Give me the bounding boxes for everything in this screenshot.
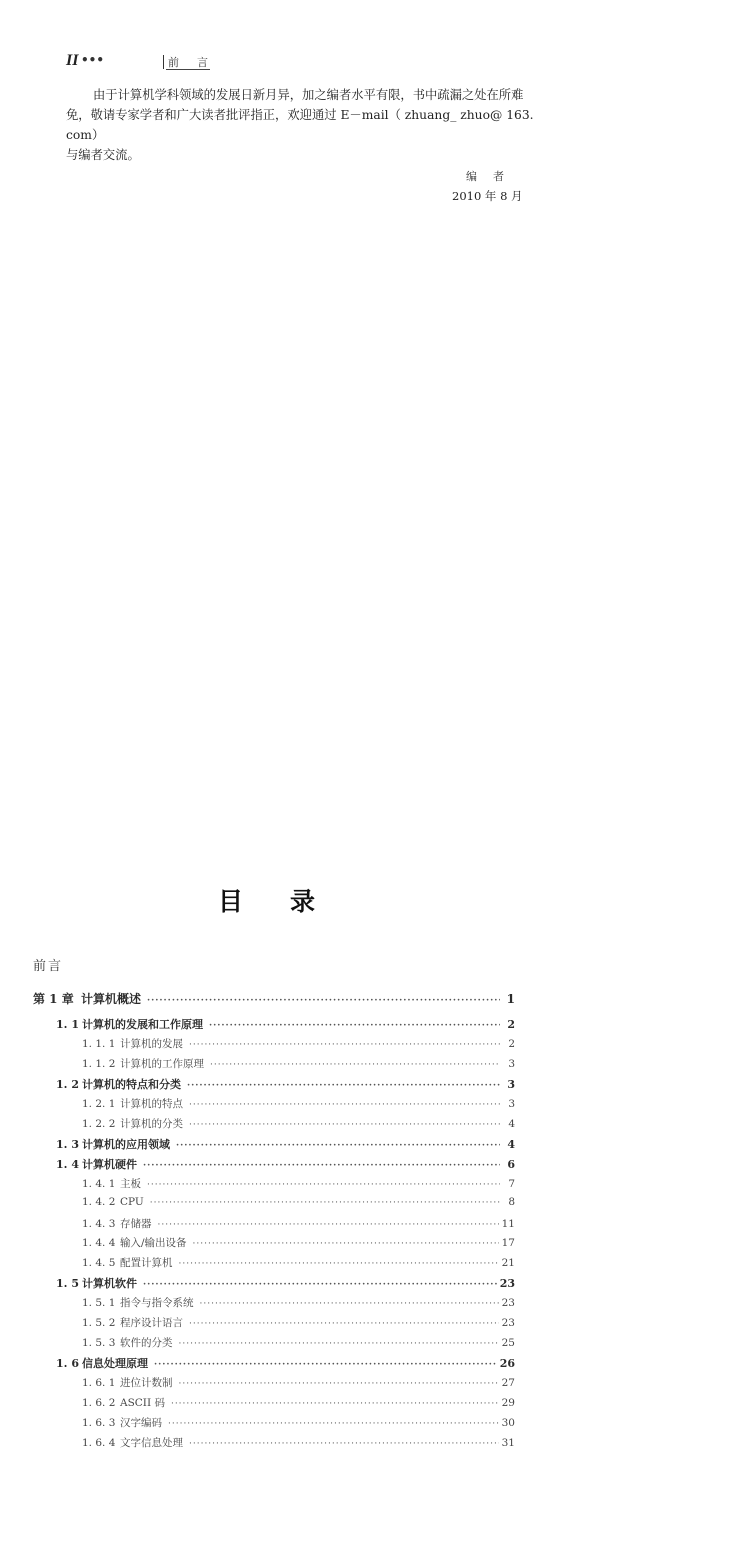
toc-page-number: 4 [508, 1118, 515, 1130]
toc-leader-dots [189, 1120, 500, 1130]
toc-entry-title: 软件的分类 [120, 1337, 173, 1349]
toc-subsection-entry[interactable] [82, 1096, 515, 1112]
toc-entry-number: 1. 2 [56, 1078, 79, 1091]
toc-section-entry[interactable] [56, 1076, 515, 1092]
toc-page-number: 23 [501, 1317, 515, 1329]
toc-entry-title: 主板 [120, 1178, 141, 1190]
toc-subsection-entry[interactable] [82, 1176, 515, 1192]
toc-page-number: 6 [507, 1158, 515, 1171]
toc-page-number: 3 [508, 1098, 515, 1110]
toc-leader-dots [154, 1360, 497, 1370]
toc-entry-number: 1. 6. 1 [82, 1377, 116, 1389]
toc-page-number: 23 [499, 1277, 515, 1290]
toc-entry-title: 计算机的发展和工作原理 [82, 1018, 203, 1031]
header-section-title: 前言 [168, 56, 226, 69]
toc-subsection-entry[interactable] [82, 1116, 515, 1132]
toc-entry-number: 1. 4. 3 [82, 1218, 116, 1230]
toc-entry-number: 1. 5. 1 [82, 1297, 116, 1309]
toc-page-number: 3 [507, 1078, 515, 1091]
toc-subsection-entry[interactable] [82, 1415, 515, 1431]
toc-page-number: 11 [501, 1218, 515, 1230]
toc-entry-number: 1. 4 [56, 1158, 79, 1171]
toc-entry-title: 计算机的分类 [120, 1118, 183, 1130]
toc-entry-number: 1. 5. 3 [82, 1337, 116, 1349]
toc-page-number: 1 [506, 992, 515, 1006]
toc-entry-title: 信息处理原理 [82, 1357, 148, 1370]
toc-entry-number: 1. 2. 1 [82, 1098, 116, 1110]
toc-entry-number: 1. 6. 4 [82, 1437, 116, 1449]
preface-paragraph [66, 85, 556, 165]
toc-entry-title: 计算机的特点和分类 [82, 1078, 181, 1091]
toc-leader-dots [147, 996, 500, 1006]
signature-date: 2010 年 8 月 [452, 189, 523, 203]
toc-page-number: 21 [501, 1257, 515, 1269]
toc-entry-title: 输入/输出设备 [120, 1237, 187, 1249]
toc-subsection-entry[interactable] [82, 1235, 515, 1251]
toc-preface-entry[interactable]: 前言 [33, 959, 64, 974]
toc-leader-dots [168, 1419, 499, 1429]
toc-page-number: 8 [508, 1196, 515, 1208]
toc-subsection-entry[interactable] [82, 1216, 515, 1232]
toc-leader-dots [158, 1220, 499, 1230]
toc-entry-number: 1. 4. 5 [82, 1257, 116, 1269]
toc-page-number: 27 [501, 1377, 515, 1389]
toc-subsection-entry[interactable] [82, 1335, 515, 1351]
toc-entry-title: 指令与指令系统 [120, 1297, 194, 1309]
toc-leader-dots [189, 1100, 500, 1110]
toc-subsection-entry[interactable] [82, 1056, 515, 1072]
preface-line: 与编者交流。 [66, 148, 140, 162]
toc-page-number: 29 [501, 1397, 515, 1409]
toc-entry-number: 1. 5 [56, 1277, 79, 1290]
toc-section-entry[interactable] [56, 1156, 515, 1172]
toc-leader-dots [189, 1439, 499, 1449]
toc-subsection-entry[interactable] [82, 1315, 515, 1331]
toc-subsection-entry[interactable] [82, 1295, 515, 1311]
toc-leader-dots [210, 1060, 500, 1070]
toc-entry-number: 1. 4. 4 [82, 1237, 116, 1249]
toc-leader-dots [176, 1141, 500, 1151]
toc-entry-title: 计算机的工作原理 [120, 1058, 204, 1070]
toc-entry-title: 计算机软件 [82, 1277, 137, 1290]
toc-entry-number: 1. 6. 2 [82, 1397, 116, 1409]
toc-section-entry[interactable] [56, 1016, 515, 1032]
toc-entry-title: 存储器 [120, 1218, 152, 1230]
header-divider [163, 55, 164, 69]
toc-title: 目录 [218, 887, 363, 916]
toc-leader-dots [189, 1040, 500, 1050]
toc-leader-dots [179, 1379, 499, 1389]
toc-page-number: 7 [508, 1178, 515, 1190]
toc-chapter-entry[interactable] [33, 990, 515, 1006]
toc-entry-title: 程序设计语言 [120, 1317, 183, 1329]
toc-leader-dots [179, 1339, 499, 1349]
header-dots: ••• [81, 53, 105, 67]
toc-entry-title: 文字信息处理 [120, 1437, 183, 1449]
page-number: II [66, 52, 79, 69]
toc-entry-title: 计算机的发展 [120, 1038, 183, 1050]
toc-entry-title: 计算机的应用领域 [82, 1138, 170, 1151]
toc-leader-dots [209, 1021, 500, 1031]
toc-chapter-number: 第 1 章 [33, 992, 74, 1006]
toc-subsection-entry[interactable] [82, 1375, 515, 1391]
toc-leader-dots [143, 1280, 497, 1290]
toc-entry-number: 1. 3 [56, 1138, 79, 1151]
toc-entry-number: 1. 2. 2 [82, 1118, 116, 1130]
toc-subsection-entry[interactable] [82, 1435, 515, 1451]
toc-subsection-entry[interactable] [82, 1036, 515, 1052]
toc-page-number: 26 [499, 1357, 515, 1370]
toc-leader-dots [200, 1299, 499, 1309]
toc-leader-dots [147, 1180, 500, 1190]
toc-entry-number: 1. 4. 1 [82, 1178, 116, 1190]
toc-leader-dots [187, 1081, 500, 1091]
toc-page-number: 31 [501, 1437, 515, 1449]
toc-entry-title: ASCII 码 [120, 1397, 165, 1409]
toc-entry-number: 1. 5. 2 [82, 1317, 116, 1329]
toc-page-number: 17 [501, 1237, 515, 1249]
toc-entry-number: 1. 4. 2 [82, 1196, 116, 1208]
toc-leader-dots [171, 1399, 499, 1409]
toc-entry-number: 1. 1 [56, 1018, 79, 1031]
toc-entry-title: 进位计数制 [120, 1377, 173, 1389]
toc-leader-dots [189, 1319, 499, 1329]
toc-subsection-entry[interactable] [82, 1196, 515, 1212]
toc-entry-number: 1. 1. 2 [82, 1058, 116, 1070]
toc-entry-title: 汉字编码 [120, 1417, 162, 1429]
toc-page-number: 3 [508, 1058, 515, 1070]
toc-entry-number: 1. 6 [56, 1357, 79, 1370]
toc-entry-number: 1. 1. 1 [82, 1038, 116, 1050]
toc-entry-title: 计算机硬件 [82, 1158, 137, 1171]
toc-leader-dots [143, 1161, 500, 1171]
toc-page-number: 4 [507, 1138, 515, 1151]
toc-section-entry[interactable] [56, 1355, 515, 1371]
toc-entry-title: 配置计算机 [120, 1257, 173, 1269]
toc-entry-number: 1. 6. 3 [82, 1417, 116, 1429]
toc-leader-dots [179, 1259, 499, 1269]
header-underline [166, 69, 210, 70]
toc-subsection-entry[interactable] [82, 1255, 515, 1271]
toc-leader-dots [150, 1198, 500, 1208]
preface-line: 免，敬请专家学者和广大读者批评指正，欢迎通过 E－mail（ zhuang_ zhuo@ 163. com） [66, 108, 534, 142]
toc-chapter-title: 计算机概述 [81, 992, 142, 1006]
toc-page-number: 30 [501, 1417, 515, 1429]
toc-entry-title: 计算机的特点 [120, 1098, 183, 1110]
signature-role: 编者 [466, 170, 520, 183]
preface-line: 由于计算机学科领域的发展日新月异，加之编者水平有限，书中疏漏之处在所难 [93, 88, 524, 102]
toc-page-number: 23 [501, 1297, 515, 1309]
toc-page-number: 2 [508, 1038, 515, 1050]
running-header [66, 52, 226, 73]
toc-page-number: 2 [507, 1018, 515, 1031]
toc-leader-dots [193, 1239, 499, 1249]
toc-section-entry[interactable] [56, 1275, 515, 1291]
toc-page-number: 25 [501, 1337, 515, 1349]
toc-subsection-entry[interactable] [82, 1395, 515, 1411]
toc-section-entry[interactable] [56, 1136, 515, 1152]
toc-entry-title: CPU [120, 1196, 144, 1208]
